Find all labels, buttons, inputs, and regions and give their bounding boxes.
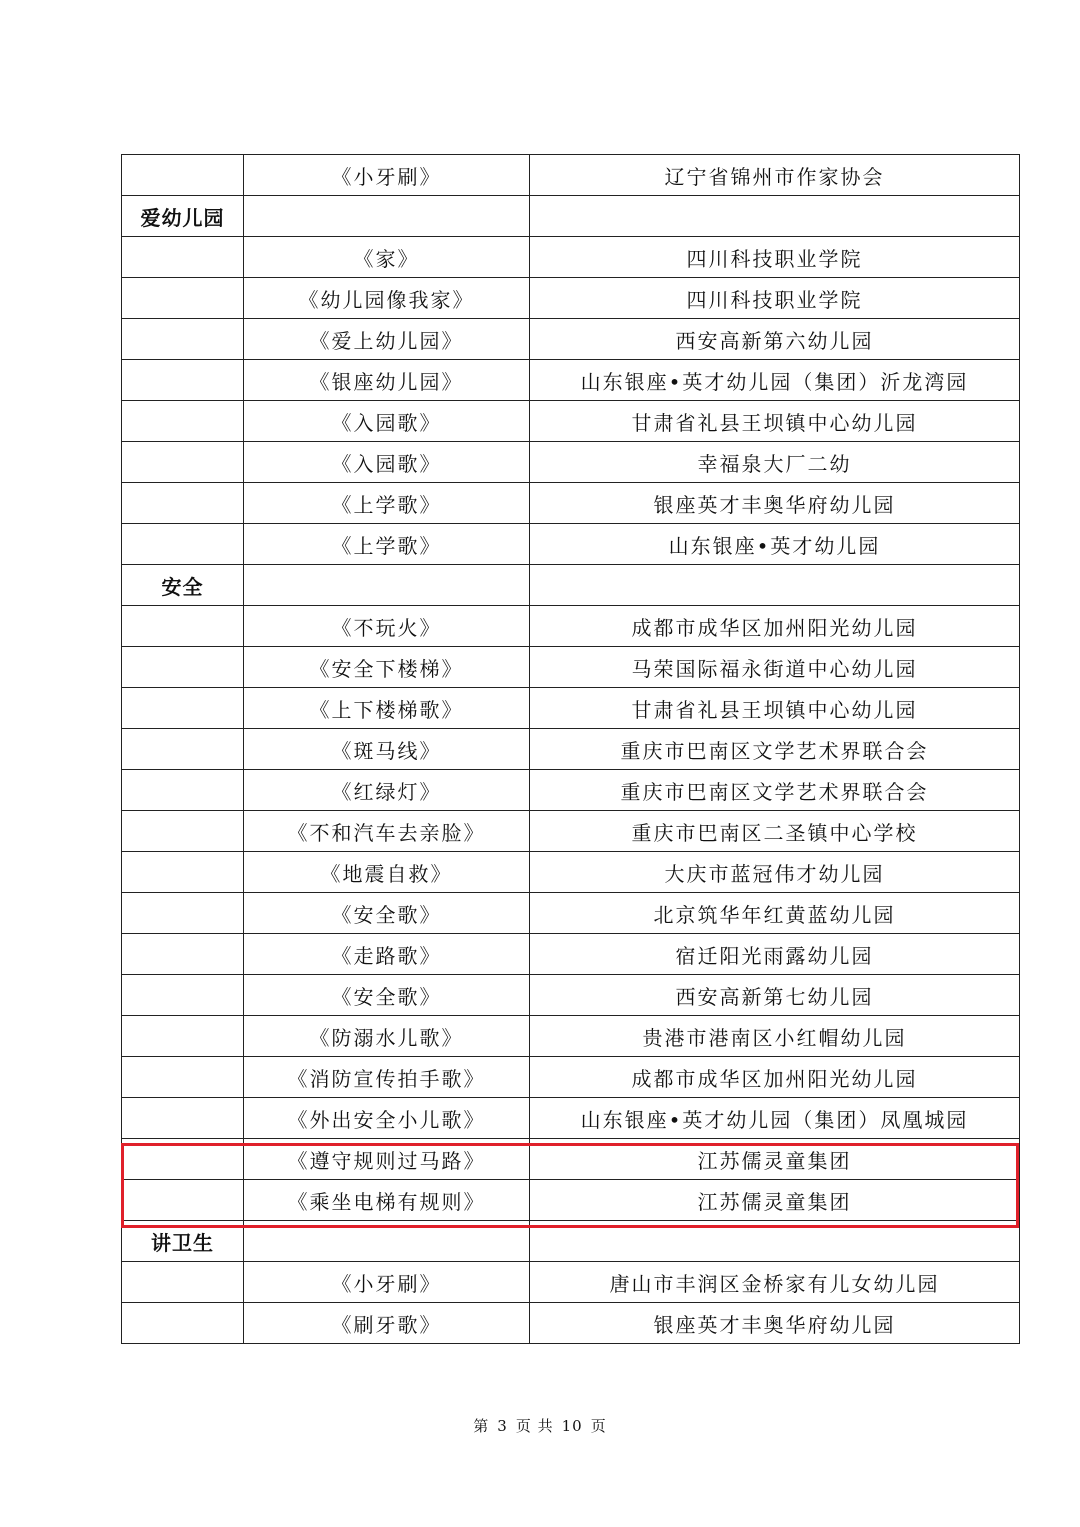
table-row	[122, 606, 1020, 647]
title-cell: 《入园歌》	[244, 401, 530, 442]
title-cell: 《刷牙歌》	[244, 1303, 530, 1344]
title-cell: 《上学歌》	[244, 483, 530, 524]
organization-cell: 唐山市丰润区金桥家有儿女幼儿园	[530, 1262, 1020, 1303]
table-row	[122, 811, 1020, 852]
title-cell: 《入园歌》	[244, 442, 530, 483]
category-cell	[122, 401, 244, 442]
table-row	[122, 1057, 1020, 1098]
title-cell: 《安全下楼梯》	[244, 647, 530, 688]
category-cell: 安全	[122, 565, 244, 606]
organization-cell: 江苏儒灵童集团	[530, 1180, 1020, 1221]
title-cell: 《爱上幼儿园》	[244, 319, 530, 360]
title-cell: 《地震自救》	[244, 852, 530, 893]
table-row	[122, 729, 1020, 770]
organization-cell: 银座英才丰奥华府幼儿园	[530, 483, 1020, 524]
category-cell	[122, 934, 244, 975]
organization-cell: 山东银座•英才幼儿园（集团）凤凰城园	[530, 1098, 1020, 1139]
title-cell: 《小牙刷》	[244, 155, 530, 196]
table-row	[122, 770, 1020, 811]
category-cell	[122, 1016, 244, 1057]
category-cell	[122, 1057, 244, 1098]
title-cell: 《防溺水儿歌》	[244, 1016, 530, 1057]
highlight-box	[121, 1143, 1019, 1228]
title-cell: 《银座幼儿园》	[244, 360, 530, 401]
title-cell	[244, 196, 530, 237]
table-row	[122, 524, 1020, 565]
table-row	[122, 237, 1020, 278]
organization-cell: 银座英才丰奥华府幼儿园	[530, 1303, 1020, 1344]
category-cell	[122, 647, 244, 688]
table-row	[122, 688, 1020, 729]
organization-cell: 重庆市巴南区二圣镇中心学校	[530, 811, 1020, 852]
footer-suffix: 页	[590, 1417, 607, 1435]
organization-cell: 成都市成华区加州阳光幼儿园	[530, 606, 1020, 647]
organization-cell: 成都市成华区加州阳光幼儿园	[530, 1057, 1020, 1098]
organization-cell: 幸福泉大厂二幼	[530, 442, 1020, 483]
category-cell	[122, 729, 244, 770]
title-cell: 《消防宣传拍手歌》	[244, 1057, 530, 1098]
table-row	[122, 278, 1020, 319]
category-cell	[122, 688, 244, 729]
footer-total-pages: 10	[561, 1417, 583, 1435]
table-row	[122, 975, 1020, 1016]
title-cell: 《乘坐电梯有规则》	[244, 1180, 530, 1221]
organization-cell: 四川科技职业学院	[530, 278, 1020, 319]
table-row	[122, 893, 1020, 934]
table-row	[122, 647, 1020, 688]
table-row	[122, 1262, 1020, 1303]
organization-cell: 四川科技职业学院	[530, 237, 1020, 278]
category-cell	[122, 1098, 244, 1139]
category-cell	[122, 278, 244, 319]
footer-page-number: 3	[497, 1417, 508, 1435]
organization-cell: 西安高新第六幼儿园	[530, 319, 1020, 360]
title-cell: 《外出安全小儿歌》	[244, 1098, 530, 1139]
category-cell: 爱幼儿园	[122, 196, 244, 237]
table-row	[122, 319, 1020, 360]
organization-cell: 甘肃省礼县王坝镇中心幼儿园	[530, 688, 1020, 729]
organization-cell	[530, 565, 1020, 606]
category-cell	[122, 1262, 244, 1303]
title-cell: 《不玩火》	[244, 606, 530, 647]
category-row	[122, 196, 1020, 237]
organization-cell: 甘肃省礼县王坝镇中心幼儿园	[530, 401, 1020, 442]
category-cell	[122, 606, 244, 647]
category-cell	[122, 360, 244, 401]
title-cell: 《安全歌》	[244, 975, 530, 1016]
category-row	[122, 565, 1020, 606]
organization-cell: 马荣国际福永街道中心幼儿园	[530, 647, 1020, 688]
category-cell	[122, 975, 244, 1016]
organization-cell: 重庆市巴南区文学艺术界联合会	[530, 729, 1020, 770]
category-cell	[122, 524, 244, 565]
table-row	[122, 360, 1020, 401]
table-row	[122, 934, 1020, 975]
title-cell: 《走路歌》	[244, 934, 530, 975]
organization-cell: 江苏儒灵童集团	[530, 1139, 1020, 1180]
organization-cell: 大庆市蓝冠伟才幼儿园	[530, 852, 1020, 893]
table-row	[122, 483, 1020, 524]
title-cell: 《安全歌》	[244, 893, 530, 934]
table-row	[122, 1098, 1020, 1139]
category-cell	[122, 442, 244, 483]
title-cell: 《红绿灯》	[244, 770, 530, 811]
title-cell: 《斑马线》	[244, 729, 530, 770]
organization-cell: 贵港市港南区小红帽幼儿园	[530, 1016, 1020, 1057]
category-cell	[122, 770, 244, 811]
category-cell	[122, 155, 244, 196]
organization-cell: 西安高新第七幼儿园	[530, 975, 1020, 1016]
organization-cell	[530, 196, 1020, 237]
category-cell: 讲卫生	[122, 1221, 244, 1262]
category-cell	[122, 1303, 244, 1344]
footer-mid: 页 共	[515, 1417, 554, 1435]
title-cell: 《小牙刷》	[244, 1262, 530, 1303]
title-cell: 《上学歌》	[244, 524, 530, 565]
table-row	[122, 155, 1020, 196]
organization-cell: 辽宁省锦州市作家协会	[530, 155, 1020, 196]
organization-cell: 山东银座•英才幼儿园	[530, 524, 1020, 565]
title-cell: 《不和汽车去亲脸》	[244, 811, 530, 852]
title-cell: 《幼儿园像我家》	[244, 278, 530, 319]
category-cell	[122, 893, 244, 934]
table-row	[122, 442, 1020, 483]
category-cell	[122, 237, 244, 278]
table-row	[122, 1303, 1020, 1344]
table-row	[122, 401, 1020, 442]
page-footer	[0, 1415, 1080, 1436]
organization-cell: 宿迁阳光雨露幼儿园	[530, 934, 1020, 975]
title-cell: 《上下楼梯歌》	[244, 688, 530, 729]
category-cell	[122, 811, 244, 852]
organization-cell: 重庆市巴南区文学艺术界联合会	[530, 770, 1020, 811]
organization-cell: 山东银座•英才幼儿园（集团）沂龙湾园	[530, 360, 1020, 401]
organization-cell: 北京筑华年红黄蓝幼儿园	[530, 893, 1020, 934]
title-cell	[244, 565, 530, 606]
category-cell	[122, 852, 244, 893]
category-cell	[122, 319, 244, 360]
title-cell: 《遵守规则过马路》	[244, 1139, 530, 1180]
category-cell	[122, 483, 244, 524]
title-cell: 《家》	[244, 237, 530, 278]
footer-prefix: 第	[473, 1417, 490, 1435]
table-row	[122, 852, 1020, 893]
table-row	[122, 1016, 1020, 1057]
